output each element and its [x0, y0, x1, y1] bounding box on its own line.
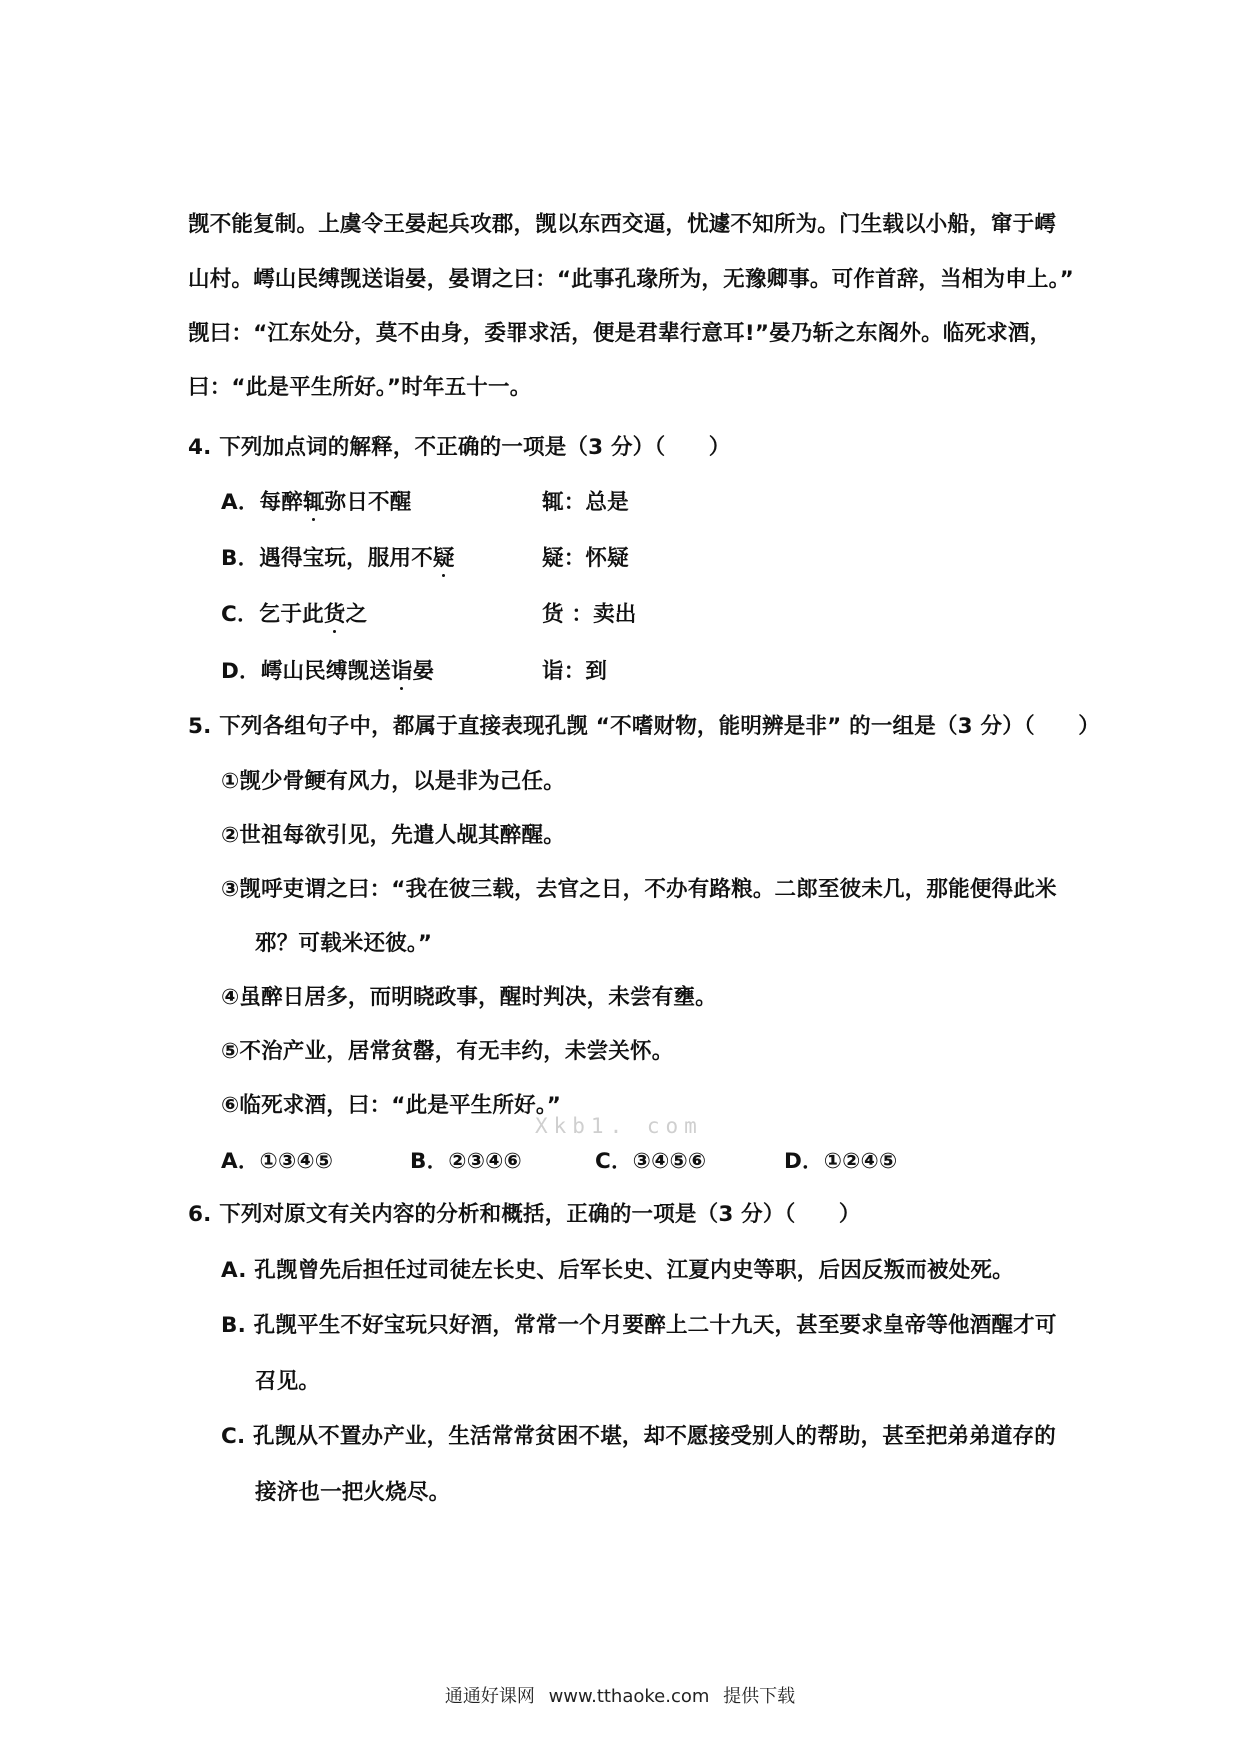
- q6-option-a: A. 孔觊曾先后担任过司徒左长史、后军长史、江夏内史等职，后因反叛而被处死。: [221, 1258, 1014, 1283]
- q5-choice-c: C．③④⑤⑥: [595, 1149, 707, 1174]
- passage-line-3: 觊曰：“江东处分，莫不由身，委罪求活，便是君辈行意耳!”晏乃斩之东阁外。临死求酒，: [188, 321, 1052, 346]
- footer-site-name: 通通好课网: [444, 1686, 535, 1707]
- q5-item-5: ⑤不治产业，居常贫罄，有无丰约，未尝关怀。: [221, 1039, 674, 1064]
- emphasis-dot-char: 货: [323, 602, 346, 627]
- question-5-stem: 5. 下列各组句子中，都属于直接表现孔觊 “不嗜财物，能明辨是非” 的一组是（3 分）（ ）: [188, 714, 1100, 739]
- question-4-stem: 4. 下列加点词的解释，不正确的一项是（3 分）（ ）: [188, 435, 731, 460]
- q6-option-c: C. 孔觊从不置办产业，生活常常贫困不堪，却不愿接受别人的帮助，甚至把弟弟道存的: [221, 1424, 1056, 1449]
- emphasis-dot-char: 辄: [302, 490, 325, 515]
- q4-option-b-gloss: 疑：怀疑: [542, 546, 629, 571]
- q4-option-d: D．嶀山民缚觊送诣晏: [221, 659, 435, 684]
- passage-line-1: 觊不能复制。上虞令王晏起兵攻郡，觊以东西交逼，忧遽不知所为。门生载以小船，窜于嶀: [188, 212, 1057, 237]
- q4-option-a: A．每醉辄弥日不醒: [221, 490, 412, 515]
- q5-item-1: ①觊少骨鲠有风力，以是非为己任。: [221, 769, 565, 794]
- emphasis-dot-char: 诣: [390, 659, 413, 684]
- q4-option-a-gloss: 辄：总是: [542, 490, 629, 515]
- q5-item-3-cont: 邪？可载米还彼。”: [255, 931, 433, 956]
- q5-choice-a: A．①③④⑤: [221, 1149, 334, 1174]
- q4-option-c-gloss: 货 ：卖出: [542, 602, 637, 627]
- watermark: Xkb1. com: [535, 1114, 703, 1138]
- footer-note: 提供下载: [723, 1686, 796, 1707]
- emphasis-dot-char: 疑: [432, 546, 455, 571]
- q5-choice-b: B．②③④⑥: [410, 1149, 522, 1174]
- q5-item-2: ②世祖每欲引见，先遣人觇其醉醒。: [221, 823, 565, 848]
- page-footer: [0, 1682, 1240, 1708]
- q6-option-b-cont: 召见。: [255, 1369, 321, 1394]
- question-6-stem: 6. 下列对原文有关内容的分析和概括，正确的一项是（3 分）（ ）: [188, 1202, 861, 1227]
- passage-line-2: 山村。嶀山民缚觊送诣晏，晏谓之曰：“此事孔瑑所为，无豫卿事。可作首辞，当相为申上。”: [188, 267, 1074, 292]
- q4-option-d-gloss: 诣：到: [542, 659, 608, 684]
- q5-item-6: ⑥临死求酒，曰：“此是平生所好。”: [221, 1093, 562, 1118]
- q4-option-b: B．遇得宝玩，服用不疑: [221, 546, 455, 571]
- q4-option-c: C．乞于此货之: [221, 602, 368, 627]
- footer-url-link[interactable]: www.tthaoke.com: [548, 1686, 710, 1707]
- q5-item-3: ③觊呼吏谓之曰：“我在彼三载，去官之日，不办有路粮。二郎至彼未几，那能便得此米: [221, 877, 1057, 902]
- passage-line-4: 曰：“此是平生所好。”时年五十一。: [188, 375, 532, 400]
- q6-option-c-cont: 接济也一把火烧尽。: [255, 1480, 451, 1505]
- q5-choice-d: D．①②④⑤: [784, 1149, 898, 1174]
- q6-option-b: B. 孔觊平生不好宝玩只好酒，常常一个月要醉上二十九天，甚至要求皇帝等他酒醒才可: [221, 1313, 1057, 1338]
- q5-item-4: ④虽醉日居多，而明晓政事，醒时判决，未尝有壅。: [221, 985, 717, 1010]
